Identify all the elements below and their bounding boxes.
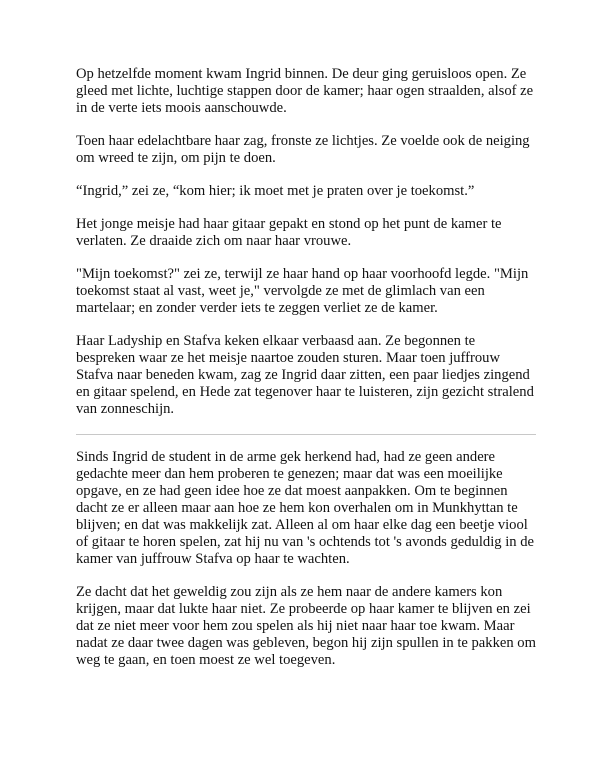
paragraph: Sinds Ingrid de student in de arme gek herkend had, had ze geen andere gedachte meer dan hem proberen te genezen; maar dat was een moeilijke opgave, en ze had geen idee hoe ze dat moest aanpakken. Om te beginnen dacht ze er alleen maar aan hoe ze hem kon overhalen om in Munkhyttan te blijven; en dat was makkelijk zat. Alleen al om haar elke dag een beetje viool of gitaar te horen spelen, zat hij nu van 's ochtends tot 's avonds geduldig in de kamer van juffrouw Stafva op haar te wachten. <box>76 449 534 567</box>
section-2 <box>76 449 536 669</box>
document-page <box>76 66 536 685</box>
paragraph: Het jonge meisje had haar gitaar gepakt en stond op het punt de kamer te verlaten. Ze draaide zich om naar haar vrouwe. <box>76 216 502 249</box>
paragraph: Op hetzelfde moment kwam Ingrid binnen. De deur ging geruisloos open. Ze gleed met lichte, luchtige stappen door de kamer; haar ogen straalden, alsof ze in de verte iets moois aanschouwde. <box>76 66 534 116</box>
paragraph: Ze dacht dat het geweldig zou zijn als ze hem naar de andere kamers kon krijgen, maar dat lukte haar niet. Ze probeerde op haar kamer te blijven en zei dat ze niet meer voor hem zou spelen als hij niet naar haar toe kwam. Maar nadat ze daar twee dagen was gebleven, begon hij zijn spullen in te pakken om weg te gaan, en toen moest ze wel toegeven. <box>76 584 536 668</box>
paragraph: "Mijn toekomst?" zei ze, terwijl ze haar hand op haar voorhoofd legde. "Mijn toekomst staat al vast, weet je," vervolgde ze met de glimlach van een martelaar; en zonder verder iets te zeggen verliet ze de kamer. <box>76 266 529 316</box>
paragraph: Toen haar edelachtbare haar zag, fronste ze lichtjes. Ze voelde ook de neiging om wreed te zijn, om pijn te doen. <box>76 133 530 166</box>
section-1 <box>76 66 536 418</box>
section-divider <box>76 434 536 435</box>
paragraph: “Ingrid,” zei ze, “kom hier; ik moet met je praten over je toekomst.” <box>76 183 475 199</box>
paragraph: Haar Ladyship en Stafva keken elkaar verbaasd aan. Ze begonnen te bespreken waar ze het meisje naartoe zouden sturen. Maar toen juffrouw Stafva naar beneden kwam, zag ze Ingrid daar zitten, een paar liedjes zingend en gitaar spelend, en Hede zat tegenover haar te luisteren, zijn gezicht stralend van zonneschijn. <box>76 333 534 417</box>
